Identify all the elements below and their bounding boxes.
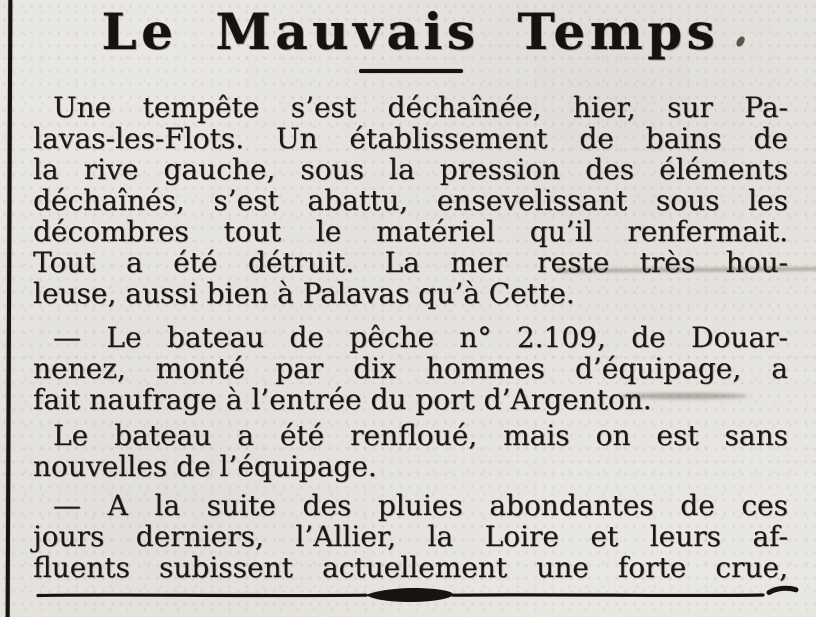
article-title: Le Mauvais Temps <box>101 2 720 61</box>
text-line: décombres tout le matériel qu’il renfermait. <box>33 215 788 248</box>
column-rule <box>6 0 13 617</box>
paragraph <box>33 92 788 309</box>
text-line: nenez, monté par dix hommes d’équipage, a <box>33 352 788 385</box>
paragraph <box>33 420 788 482</box>
text-line: jours derniers, l’Allier, la Loire et leurs af- <box>33 520 788 553</box>
text-line: Le bateau a été renfloué, mais on est sans <box>53 419 788 452</box>
text-line: fait naufrage à l’entrée du port d’Argenton. <box>33 383 652 416</box>
text-line: nouvelles de l’équipage. <box>33 450 377 483</box>
text-line: — A la suite des pluies abondantes de ces <box>53 489 788 522</box>
text-line: Tout a été détruit. La mer reste très hou- <box>33 246 788 279</box>
section-divider-ornament-icon <box>30 583 805 609</box>
text-line: leuse, aussi bien à Palavas qu’à Cette. <box>33 277 575 310</box>
article-body <box>33 92 788 583</box>
paragraph <box>33 490 788 583</box>
text-line: déchaînés, s’est abattu, ensevelissant sous les <box>33 184 788 217</box>
text-line: lavas-les-Flots. Un établissement de bains de <box>33 122 788 155</box>
title-rule <box>359 69 463 73</box>
text-line: Une tempête s’est déchaînée, hier, sur Pa- <box>53 91 788 124</box>
article-column <box>33 0 788 583</box>
text-line: la rive gauche, sous la pression des éléments <box>33 153 788 186</box>
paragraph <box>33 322 788 415</box>
text-line: — Le bateau de pêche n° 2.109, de Douar- <box>53 321 788 354</box>
text-line: fluents subissent actuellement une forte crue, <box>33 551 788 584</box>
